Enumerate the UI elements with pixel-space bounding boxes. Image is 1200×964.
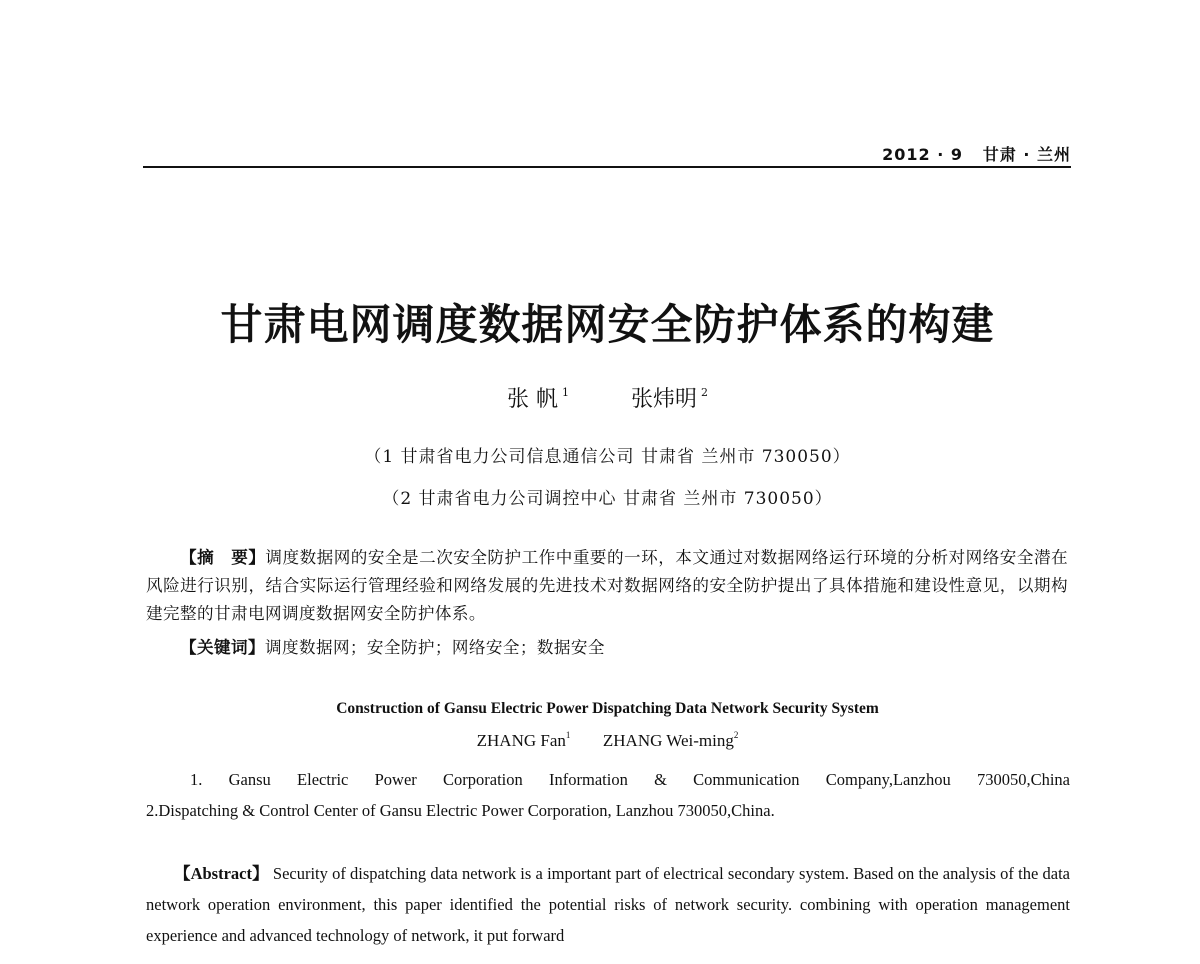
author-list-cn [100, 382, 1115, 413]
keywords-cn-label: 【关键词】 [180, 637, 265, 657]
author-list-en [100, 730, 1115, 751]
author-affil-marker: 2 [701, 386, 708, 399]
affiliations-en [146, 764, 1070, 826]
header-rule [143, 166, 1071, 168]
author-affil-marker: 1 [561, 386, 569, 399]
paper-title-en: Construction of Gansu Electric Power Dispatching Data Network Security System [336, 700, 879, 717]
author-name: 张炜明 [630, 387, 697, 412]
author-name-en: ZHANG Wei-ming [602, 731, 734, 750]
author-name: 张 帆 [506, 387, 558, 412]
abstract-cn-label: 【摘 要】 [180, 547, 266, 567]
keywords-cn-text: 调度数据网；安全防护；网络安全；数据安全 [264, 638, 605, 657]
author-affil-marker-en: 1 [565, 730, 571, 740]
conference-location: 甘肃 · 兰州 [982, 145, 1071, 164]
affiliation-cn-1: （1 甘肃省电力公司信息通信公司 甘肃省 兰州市 730050） [364, 447, 851, 467]
keywords-cn [180, 634, 1070, 658]
author-name-en: ZHANG Fan [476, 731, 566, 750]
affiliation-en-2: 2.Dispatching & Control Center of Gansu Electric Power Corporation, Lanzhou 730050,China. [146, 801, 775, 820]
abstract-en-text: Security of dispatching data network is a important part of electrical secondary system. Based on the analysis of the data network operation environment, this paper identified the potential risks of network security. combining with operation management experience and advanced technology of network, it put forward [146, 864, 1070, 945]
author-affil-marker-en: 2 [733, 730, 739, 740]
abstract-en [146, 858, 1070, 951]
abstract-cn [146, 543, 1068, 628]
abstract-cn-text: 调度数据网的安全是二次安全防护工作中重要的一环，本文通过对数据网络运行环境的分析对网络安全潜在风险进行识别，结合实际运行管理经验和网络发展的先进技术对数据网络的安全防护提出了具体措施和建设性意见，以期构建完整的甘肃电网调度数据网安全防护体系。 [146, 548, 1069, 623]
affiliation-en-1: 1. Gansu Electric Power Corporation Information & Communication Company,Lanzhou 730050,China [190, 770, 1070, 789]
running-header [143, 142, 1071, 165]
issue-date: 2012 · 9 [882, 145, 964, 164]
paper-title-cn: 甘肃电网调度数据网安全防护体系的构建 [220, 300, 995, 349]
abstract-en-label: 【Abstract】 [174, 864, 269, 883]
affiliation-cn-2: （2 甘肃省电力公司调控中心 甘肃省 兰州市 730050） [382, 489, 833, 509]
